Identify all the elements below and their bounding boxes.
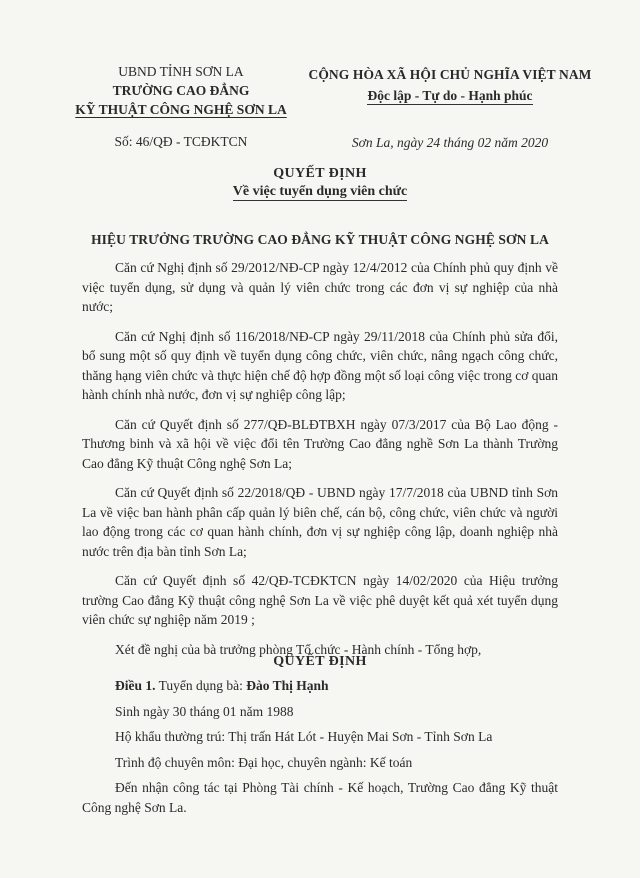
basis-paragraph: Căn cứ Nghị định số 29/2012/NĐ-CP ngày 12/4/2012 của Chính phủ quy định về việc tuyển dụng, sử dụng và quản lý viên chức trong các đơn vị sự nghiệp của nhà nước; <box>82 260 558 314</box>
national-title: CỘNG HÒA XÃ HỘI CHỦ NGHĨA VIỆT NAM <box>308 67 592 82</box>
document-date: Sơn La, ngày 24 tháng 02 năm 2020 <box>351 135 549 150</box>
issuer-header <box>62 62 300 151</box>
employee-name: Đào Thị Hạnh <box>246 678 329 693</box>
document-title <box>0 166 640 200</box>
basis-paragraph: Căn cứ Quyết định số 42/QĐ-TCĐKTCN ngày 14/02/2020 của Hiệu trưởng trường Cao đẳng Kỹ thuật công nghệ Sơn La về việc phê duyệt kết quả xét tuyển dụng viên chức sự nghiệp năm 2019 ; <box>82 573 558 627</box>
birth-date: Sinh ngày 30 tháng 01 năm 1988 <box>115 703 294 719</box>
issuer-authority: UBND TỈNH SƠN LA <box>118 64 244 79</box>
title-main: QUYẾT ĐỊNH <box>273 166 367 181</box>
qualification: Trình độ chuyên môn: Đại học, chuyên ngành: Kế toán <box>115 754 413 770</box>
residence: Hộ khẩu thường trú: Thị trấn Hát Lót - Huyện Mai Sơn - Tỉnh Sơn La <box>115 729 493 744</box>
article-1-label: Điều 1. <box>115 678 156 693</box>
issuing-authority: HIỆU TRƯỞNG TRƯỜNG CAO ĐẲNG KỸ THUẬT CÔNG NGHỆ SƠN LA <box>91 232 549 247</box>
national-header <box>300 64 600 153</box>
assignment: Đến nhận công tác tại Phòng Tài chính - Kế hoạch, Trường Cao đẳng Kỹ thuật Công nghệ Sơn La. <box>82 780 558 815</box>
legal-basis <box>82 258 558 669</box>
article-1-text: Tuyển dụng bà: <box>155 678 247 693</box>
document-number: Số: 46/QĐ - TCĐKTCN <box>114 134 248 149</box>
articles <box>82 676 558 823</box>
issuer-school-line1: TRƯỜNG CAO ĐẲNG <box>112 83 250 98</box>
title-subject: Về việc tuyển dụng viên chức <box>232 184 408 199</box>
basis-paragraph: Xét đề nghị của bà trưởng phòng Tổ chức - Hành chính - Tổng hợp, <box>115 641 482 657</box>
basis-paragraph: Căn cứ Quyết định số 277/QĐ-BLĐTBXH ngày 07/3/2017 của Bộ Lao động - Thương binh và xã hội về việc đổi tên Trường Cao đẳng nghề Sơn La thành Trường Cao đẳng Kỹ thuật Công nghệ Sơn La; <box>82 416 558 471</box>
basis-paragraph: Căn cứ Quyết định số 22/2018/QĐ - UBND ngày 17/7/2018 của UBND tỉnh Sơn La về việc ban hành phân cấp quản lý biên chế, cán bộ, công chức, viên chức và người lao động trong các cơ quan hành chính, đơn vị sự nghiệp công lập, doanh nghiệp nhà nước trên địa bàn tỉnh Sơn La; <box>82 485 558 559</box>
decision-heading: QUYẾT ĐỊNH <box>273 654 367 669</box>
article-1 <box>82 676 558 696</box>
issuer-school-line2: KỸ THUẬT CÔNG NGHỆ SƠN LA <box>75 102 287 117</box>
national-motto: Độc lập - Tự do - Hạnh phúc <box>367 88 533 103</box>
basis-paragraph: Căn cứ Nghị định số 116/2018/NĐ-CP ngày 29/11/2018 của Chính phủ sửa đổi, bổ sung một số quy định về tuyển dụng công chức, viên chức, nâng ngạch công chức, thăng hạng viên chức và thực hiện chế độ hợp đồng một số loại công việc trong cơ quan hành chính nhà nước, đơn vị sự nghiệp công lập; <box>82 328 558 402</box>
